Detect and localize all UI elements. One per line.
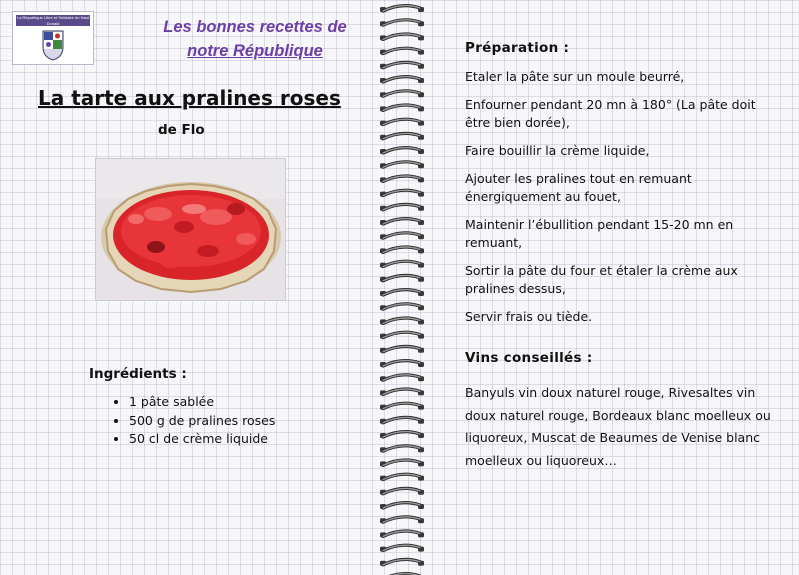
series-title <box>150 15 360 63</box>
preparation-step: Maintenir l’ébullition pendant 15-20 mn en remuant, <box>465 217 734 250</box>
spiral-ring <box>380 91 424 97</box>
spiral-ring <box>380 545 424 551</box>
preparation-step: Enfourner pendant 20 mn à 180° (La pâte doit être bien dorée), <box>465 97 756 130</box>
preparation-steps <box>465 68 783 336</box>
spiral-ring <box>380 503 424 509</box>
spiral-ring <box>380 77 424 83</box>
preparation-step: Faire bouillir la crème liquide, <box>465 143 650 158</box>
preparation-step: Sortir la pâte du four et étaler la crème aux pralines dessus, <box>465 263 738 296</box>
spiral-ring <box>380 275 424 281</box>
spiral-ring <box>380 488 424 494</box>
ingredient-item: • 500 g de pralines roses <box>129 412 275 431</box>
spiral-ring <box>380 233 424 239</box>
tart-photo <box>95 158 286 301</box>
spiral-ring <box>380 148 424 154</box>
spiral-ring <box>380 403 424 409</box>
wines-text: Banyuls vin doux naturel rouge, Rivesaltes vin doux naturel rouge, Bordeaux blanc moelleux ou liquoreux, Muscat de Beaumes de Venise blanc moelleux ou liquoreux… <box>465 385 771 468</box>
spiral-ring <box>380 446 424 452</box>
notebook-spiral-binding <box>378 0 426 575</box>
ingredient-item: • 1 pâte sablée <box>129 393 275 412</box>
spiral-ring <box>380 517 424 523</box>
spiral-ring <box>380 432 424 438</box>
spiral-ring <box>380 119 424 125</box>
series-title-line2: notre République <box>187 42 323 60</box>
spiral-ring <box>380 6 424 12</box>
spiral-ring <box>380 559 424 565</box>
wines-heading: Vins conseillés : <box>465 350 593 366</box>
preparation-heading: Préparation : <box>465 40 570 56</box>
spiral-ring <box>380 48 424 54</box>
spiral-ring <box>380 62 424 68</box>
spiral-ring <box>380 20 424 26</box>
spiral-ring <box>380 460 424 466</box>
ingredients-list <box>108 393 275 449</box>
logo-banner: La République Libre et Solidaire du Haut Donald <box>16 15 90 26</box>
spiral-ring <box>380 474 424 480</box>
spiral-ring <box>380 162 424 168</box>
spiral-ring <box>380 346 424 352</box>
spiral-ring <box>380 361 424 367</box>
spiral-ring <box>380 190 424 196</box>
spiral-ring <box>380 290 424 296</box>
republic-logo <box>12 11 94 65</box>
spiral-ring <box>380 417 424 423</box>
preparation-step: Etaler la pâte sur un moule beurré, <box>465 69 685 84</box>
spiral-ring <box>380 34 424 40</box>
spiral-ring <box>380 204 424 210</box>
spiral-ring <box>380 531 424 537</box>
spiral-ring <box>380 375 424 381</box>
recipe-title: La tarte aux pralines roses <box>38 86 341 110</box>
pink-praline-tart-photo <box>96 159 285 300</box>
spiral-ring <box>380 176 424 182</box>
ingredients-heading: Ingrédients : <box>89 366 187 382</box>
ingredient-item: • 50 cl de crème liquide <box>129 430 275 449</box>
spiral-ring <box>380 332 424 338</box>
crest-icon <box>41 29 65 61</box>
preparation-step: Ajouter les pralines tout en remuant énergiquement au fouet, <box>465 171 692 204</box>
preparation-step: Servir frais ou tiède. <box>465 309 593 324</box>
spiral-ring <box>380 261 424 267</box>
recipe-author: de Flo <box>158 122 205 138</box>
spiral-ring <box>380 133 424 139</box>
spiral-ring <box>380 105 424 111</box>
spiral-ring <box>380 304 424 310</box>
spiral-ring <box>380 389 424 395</box>
spiral-ring <box>380 318 424 324</box>
spiral-ring <box>380 247 424 253</box>
spiral-ring <box>380 219 424 225</box>
series-title-line1: Les bonnes recettes de <box>163 18 347 36</box>
